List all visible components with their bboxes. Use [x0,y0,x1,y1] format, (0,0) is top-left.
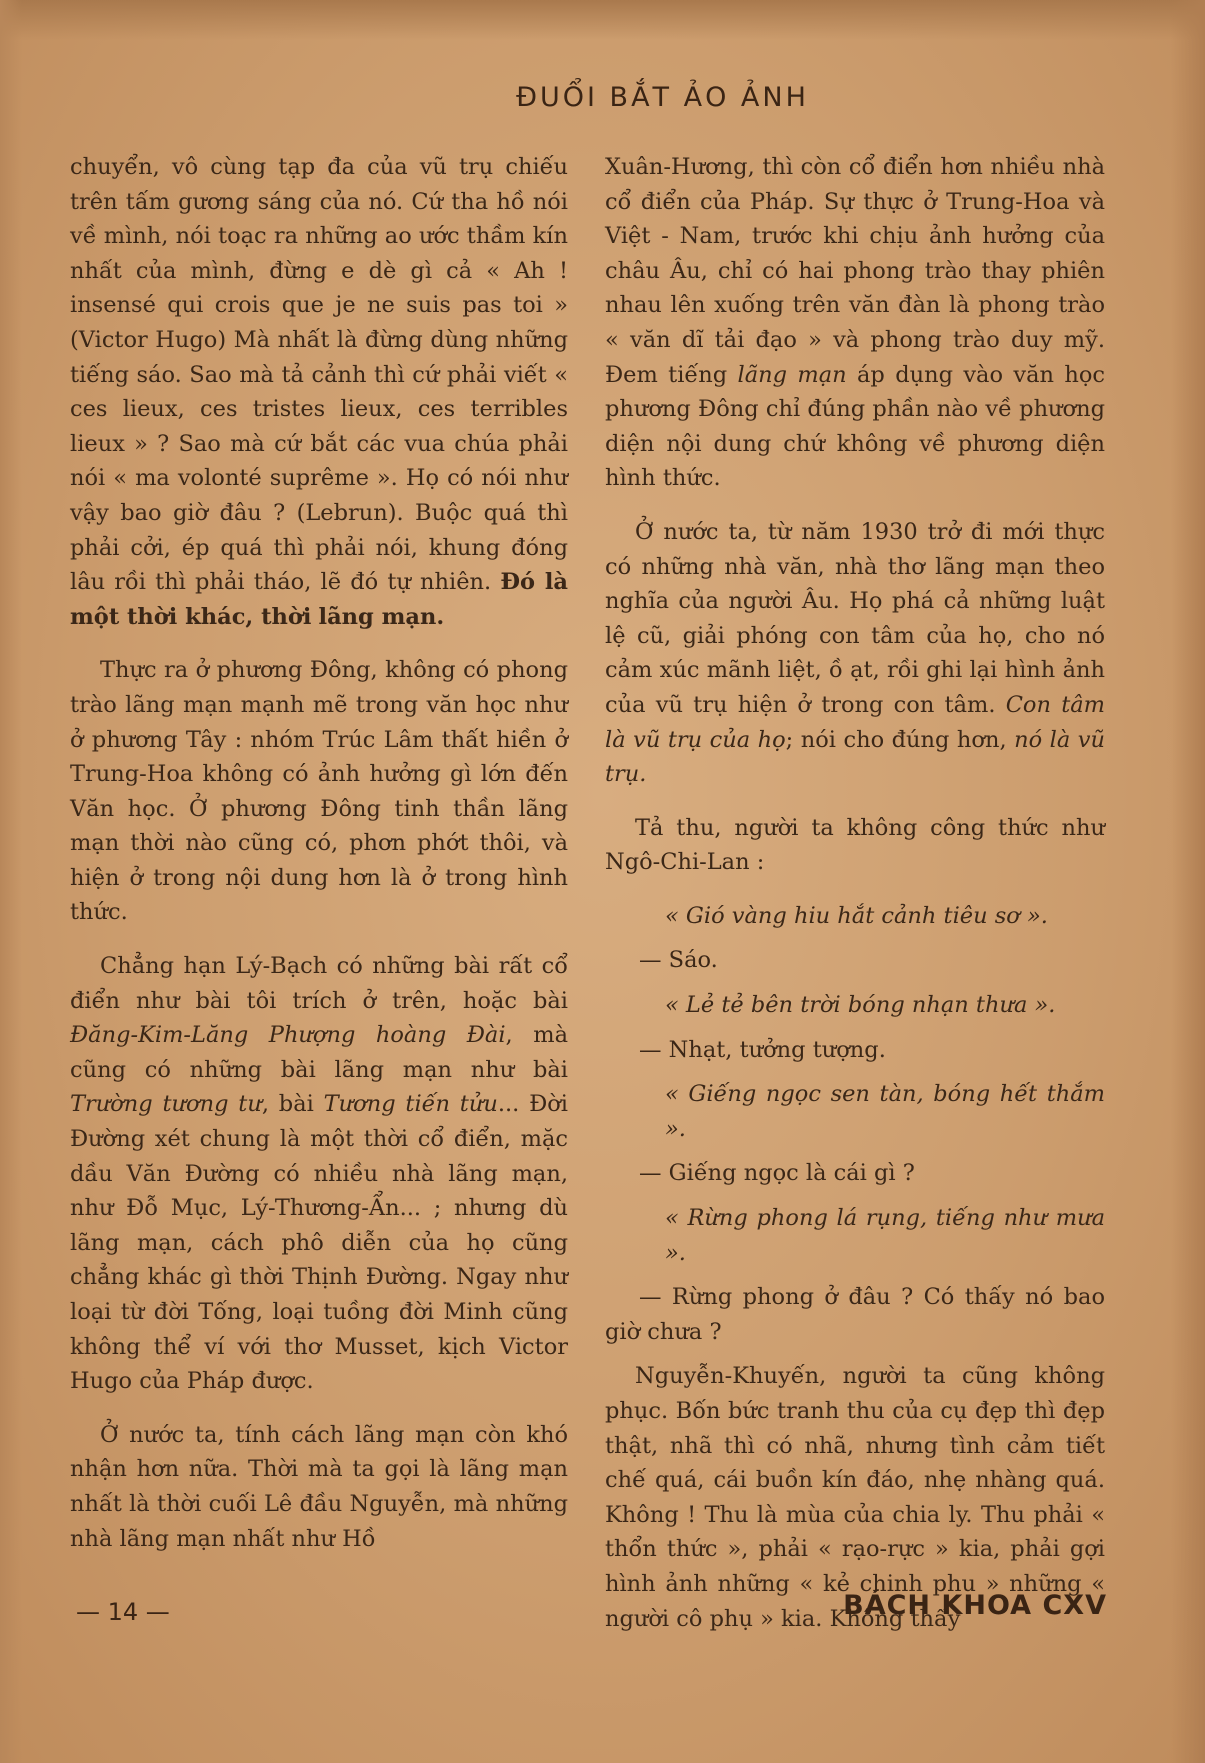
page-number: — 14 — [76,1598,170,1626]
verse-line: « Lẻ tẻ bên trời bóng nhạn thưa ». [665,992,1056,1019]
paragraph: Thực ra ở phương Đông, không có phong trào lãng mạn mạnh mẽ trong văn học như ở phương Tây : nhóm Trúc Lâm thất hiền ở Trung-Hoa không có ảnh hưởng gì lớn đến Văn học. Ở phương Đông tinh thần lãng mạn thời nào cũng có, phơn phớt thôi, và hiện ở trong nội dung hơn là ở trong hình thức. [70,657,568,926]
paragraph-text: ; nói cho đúng hơn, [785,726,1007,753]
paragraph-text: Xuân-Hương, thì còn cổ điển hơn nhiều nhà cổ điển của Pháp. Sự thực ở Trung-Hoa và Việt - Nam, trước khi chịu ảnh hưởng của châu Âu, chỉ có hai phong trào thay phiên nhau lên xuống trên văn đàn là phong trào « văn dĩ tải đạo » và phong trào duy mỹ. Đem tiếng [605,154,1105,388]
paper-edge-shadow-right [1171,0,1205,1763]
paragraph: Nguyễn-Khuyến, người ta cũng không phục. Bốn bức tranh thu của cụ đẹp thì đẹp thật, nhã thì có nhã, nhưng tình cảm tiết chế quá, cái buồn kín đáo, nhẹ nhàng quá. Không ! Thu là mùa của chia ly. Thu phải « thổn thức », phải « rạo-rực » kia, phải gợi hình ảnh những « kẻ chinh phu » những « người cô phụ » kia. Không thấy [605,1363,1105,1632]
right-text-column [605,150,1105,1636]
paper-edge-shadow-top [0,0,1205,40]
verse-reply: — Sáo. [639,947,718,974]
paragraph-text: , mà cũng có những bài lãng mạn như bài [70,1022,568,1083]
paragraph: Tả thu, người ta không công thức như Ngô-Chi-Lan : [605,814,1105,876]
italic-title: Trường tương tư [70,1091,262,1118]
verse-line: « Rừng phong lá rụng, tiếng như mưa ». [665,1205,1105,1266]
paragraph-text: chuyển, vô cùng tạp đa của vũ trụ chiếu trên tấm gương sáng của nó. Cứ tha hồ nói về mình, nói toạc ra những ao ước thầm kín nhất của mình, đừng e dè gì cả « Ah ! insensé qui crois que je ne suis pas toi » (Victor Hugo) Mà nhất là đừng dùng những tiếng sáo. Sao mà tả cảnh thì cứ phải viết « ces lieux, ces tristes lieux, ces terribles lieux » ? Sao mà cứ bắt các vua chúa phải nói « ma volonté suprême ». Họ có nói như vậy bao giờ đâu ? (Lebrun). Buộc quá thì phải cởi, ép quá thì phải nói, khung đóng lâu rồi thì phải tháo, lẽ đó tự nhiên. [70,154,568,596]
paragraph [70,949,568,1399]
italic-term: lãng mạn [737,361,847,388]
paragraph [605,150,1105,496]
italic-phrase: nó là vũ trụ. [605,726,1106,788]
paragraph-text: Ở nước ta, từ năm 1930 trở đi mới thực có những nhà văn, nhà thơ lãng mạn theo nghĩa của người Âu. Họ phá cả những luật lệ cũ, giải phóng con tâm của họ, cho nó cảm xúc mãnh liệt, ồ ạt, rồi ghi lại hình ảnh của vũ trụ hiện ở trong con tâm. [605,518,1105,718]
paragraph-text: , bài [261,1091,314,1118]
running-header-title: ĐUỔI BẮT ẢO ẢNH [516,82,809,113]
paper-edge-shadow-left [0,0,22,1763]
paragraph-text-bold: lãng mạn. [318,603,445,630]
verse-reply: — Nhạt, tưởng tượng. [639,1036,886,1063]
verse-line: « Gió vàng hiu hắt cảnh tiêu sơ ». [665,902,1048,929]
paragraph [605,515,1105,792]
paragraph-text: áp dụng vào văn học phương Đông chỉ đúng phần nào về phương diện nội dung chứ không về phương diện hình thức. [605,361,1105,492]
paragraph: Ở nước ta, tính cách lãng mạn còn khó nhận hơn nữa. Thời mà ta gọi là lãng mạn nhất là thời cuối Lê đầu Nguyễn, mà những nhà lãng mạn nhất như Hồ [70,1421,568,1552]
paragraph-text-bold: Đó là một thời khác, thời [70,569,568,630]
paragraph [70,150,568,634]
paragraph-text: ... Đời Đường xét chung là một thời cổ điển, mặc dầu Văn Đường có nhiều nhà lãng mạn, như Đỗ Mục, Lý-Thương-Ẩn... ; nhưng dù lãng mạn, cách phô diễn của họ cũng chẳng khác gì thời Thịnh Đường. Ngay như loại từ đời Tống, loại tuồng đời Minh cũng không thể ví với thơ Musset, kịch Victor Hugo của Pháp được. [70,1091,569,1395]
italic-title: Tương tiến tửu [323,1091,498,1118]
italic-title: Đăng-Kim-Lăng Phượng hoàng Đài [70,1022,506,1049]
italic-phrase: Con tâm là vũ trụ của họ [605,691,1105,753]
verse-reply: — Giếng ngọc là cái gì ? [639,1160,915,1187]
verse-reply: — Rừng phong ở đâu ? Có thấy nó bao giờ chưa ? [605,1284,1105,1345]
magazine-issue-label: BÁCH KHOA CXV [843,1590,1107,1621]
left-text-column [70,150,568,1556]
verse-line: « Giếng ngọc sen tàn, bóng hết thắm ». [665,1081,1105,1142]
paragraph-text: Chẳng hạn Lý-Bạch có những bài rất cổ điển như bài tôi trích ở trên, hoặc bài [70,953,568,1014]
